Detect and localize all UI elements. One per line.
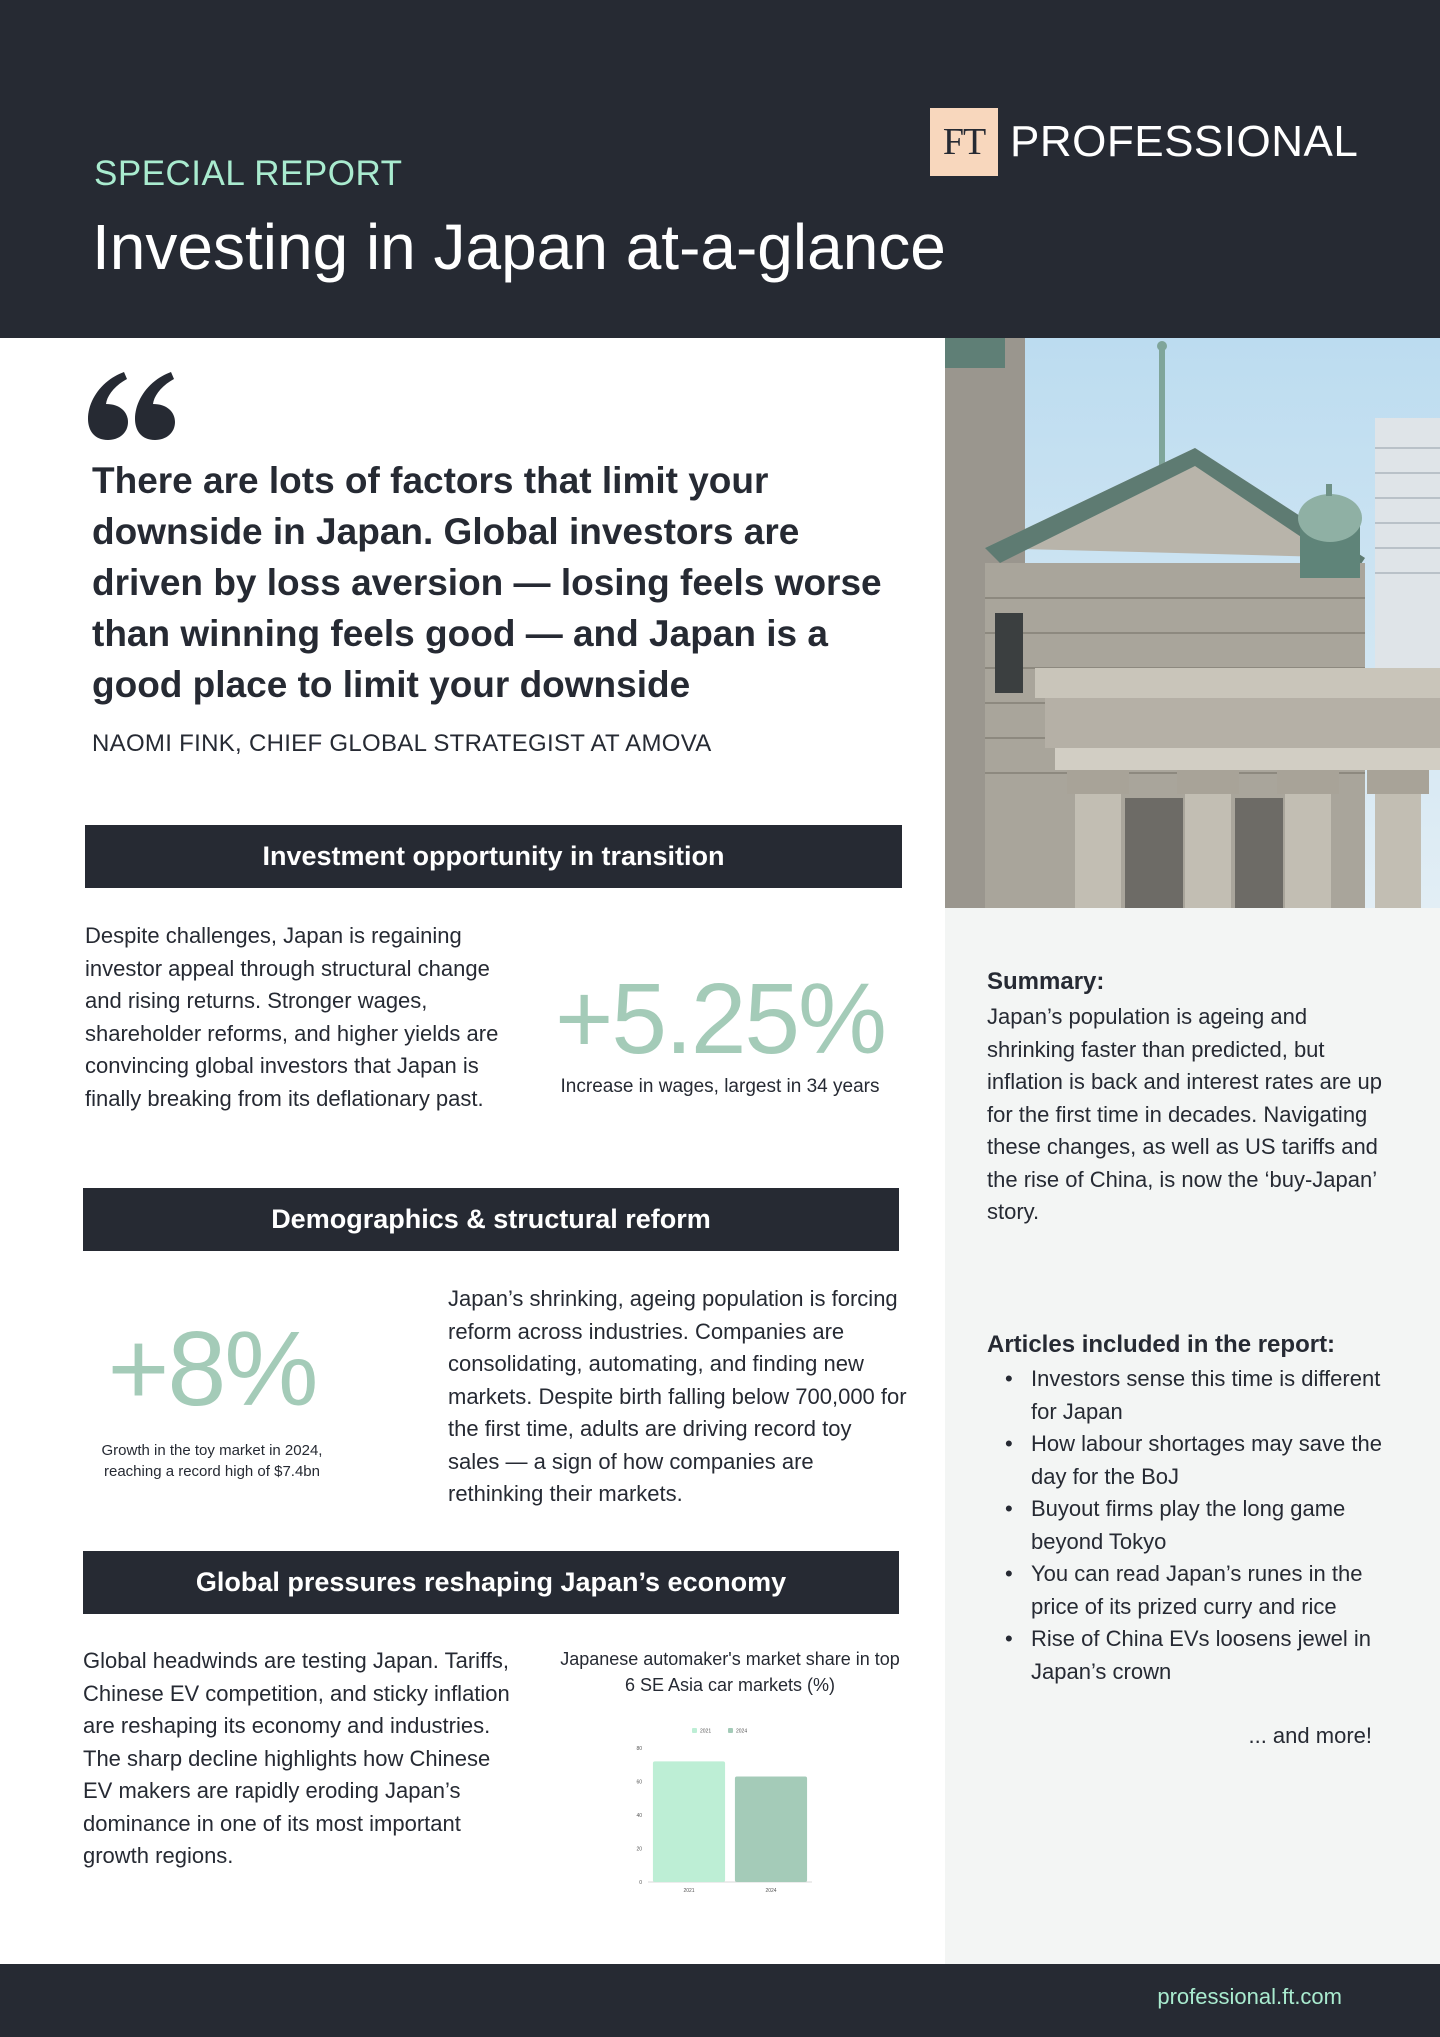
quote-mark-icon <box>86 370 176 440</box>
article-item <box>1005 1363 1391 1428</box>
article-title: Buyout firms play the long game beyond Tokyo <box>1031 1496 1346 1554</box>
report-kicker: SPECIAL REPORT <box>94 154 403 193</box>
legend-label: 2021 <box>700 1728 712 1735</box>
toy-market-caption: Growth in the toy market in 2024, reaching a record high of $7.4bn <box>101 1442 323 1480</box>
article-item <box>1005 1558 1391 1623</box>
legend-swatch <box>728 1728 733 1733</box>
bullet-icon: • <box>1005 1561 1013 1586</box>
bullet-icon: • <box>1005 1626 1013 1651</box>
section-heading-global-pressures: Global pressures reshaping Japan’s economy <box>83 1551 899 1614</box>
article-item <box>1005 1428 1391 1493</box>
section-body-global-pressures: Global headwinds are testing Japan. Tariffs, Chinese EV competition, and sticky inflation are reshaping its economy and industries. The sharp decline highlights how Chinese EV makers are rapidly eroding Japan’s dominance in one of its most important growth regions. <box>83 1648 510 1868</box>
page-title: Investing in Japan at-a-glance <box>92 211 946 283</box>
x-tick-label: 2024 <box>765 1888 777 1894</box>
building-illustration <box>945 338 1440 908</box>
article-item <box>1005 1493 1391 1558</box>
y-tick-label: 80 <box>636 1746 642 1752</box>
wage-increase-stat: +5.25% <box>555 963 885 1075</box>
chart-bar <box>735 1776 807 1882</box>
chart-title: Japanese automaker's market share in top 6 SE Asia car markets (%) <box>560 1649 900 1695</box>
chart-bar <box>653 1761 725 1882</box>
article-item <box>1005 1623 1391 1688</box>
footer-link[interactable]: professional.ft.com <box>1157 1984 1342 2009</box>
legend-swatch <box>692 1728 697 1733</box>
bullet-icon: • <box>1005 1496 1013 1521</box>
section-body-investment: Despite challenges, Japan is regaining investor appeal through structural change and rising returns. Stronger wages, shareholder reforms, and higher yields are convincing global investors that Japan is finally breaking from its deflationary past. <box>85 923 499 1111</box>
market-share-bar-chart <box>630 1720 820 1900</box>
articles-list <box>1005 1363 1391 1688</box>
x-tick-label: 2021 <box>683 1888 695 1894</box>
section-heading-demographics: Demographics & structural reform <box>83 1188 899 1251</box>
y-tick-label: 60 <box>636 1779 642 1786</box>
pull-quote: There are lots of factors that limit your downside in Japan. Global investors are driven by loss aversion — losing feels worse than winning feels good — and Japan is a good place to limit your downside <box>92 460 882 705</box>
summary-text: Japan’s population is ageing and shrinking faster than predicted, but inflation is back and interest rates are up for the first time in decades. Navigating these changes, as well as US tariffs and the rise of China, is now the ‘buy-Japan’ story. <box>987 1004 1383 1224</box>
articles-heading: Articles included in the report: <box>987 1331 1336 1358</box>
quote-attribution: NAOMI FINK, CHIEF GLOBAL STRATEGIST AT AMOVA <box>92 730 712 757</box>
page-footer <box>0 1964 1440 2037</box>
section-body-demographics: Japan’s shrinking, ageing population is forcing reform across industries. Companies are consolidating, automating, and finding new markets. Despite birth falling below 700,000 for the first time, adults are driving record toy sales — a sign of how companies are rethinking their markets. <box>448 1286 907 1506</box>
article-title: How labour shortages may save the day for the BoJ <box>1031 1431 1382 1489</box>
bank-building-photo <box>945 338 1440 908</box>
bullet-icon: • <box>1005 1431 1013 1456</box>
wage-increase-caption: Increase in wages, largest in 34 years <box>560 1076 880 1097</box>
summary-heading: Summary: <box>987 968 1105 995</box>
bullet-icon: • <box>1005 1366 1013 1391</box>
y-tick-label: 40 <box>636 1813 642 1819</box>
legend-label: 2024 <box>736 1728 748 1735</box>
ft-professional-logo <box>930 108 1358 176</box>
page-header <box>0 0 1440 338</box>
section-heading-investment: Investment opportunity in transition <box>85 825 902 888</box>
toy-market-stat: +8% <box>107 1310 317 1428</box>
y-tick-label: 0 <box>639 1880 642 1886</box>
article-title: Investors sense this time is different for Japan <box>1031 1366 1381 1424</box>
ft-logo-mark: FT <box>930 108 998 176</box>
article-title: You can read Japan’s runes in the price of its prized curry and rice <box>1031 1561 1363 1619</box>
y-tick-label: 20 <box>636 1846 642 1853</box>
and-more-note: ... and more! <box>1248 1723 1372 1748</box>
article-title: Rise of China EVs loosens jewel in Japan’s crown <box>1031 1626 1371 1684</box>
logo-wordmark: PROFESSIONAL <box>1010 117 1359 166</box>
